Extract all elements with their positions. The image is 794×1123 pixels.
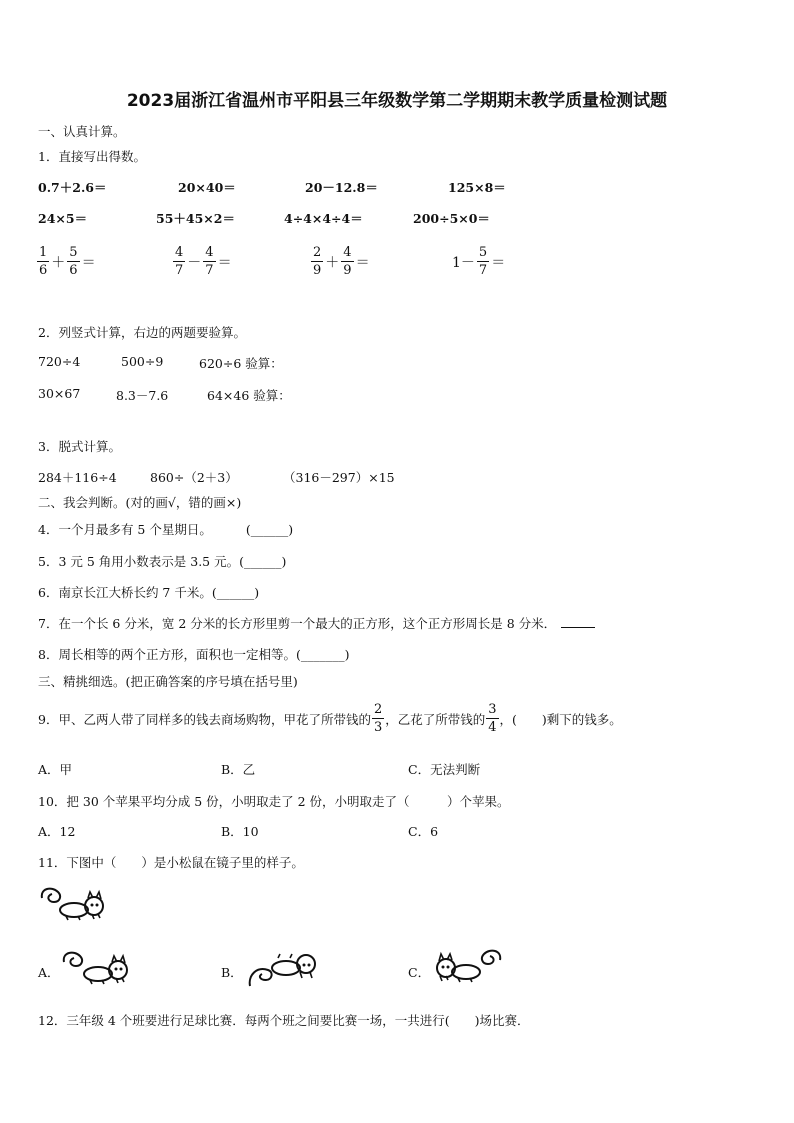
question-text: 9．甲、乙两人带了同样多的钱去商场购物，甲花了所带钱的 [38, 711, 371, 727]
q10-text: 10．把 30 个苹果平均分成 5 份，小明取走了 2 份，小明取走了（ ）个苹果。 [38, 794, 510, 809]
q2-item: 30×67 [38, 386, 81, 401]
operator: ＋ [51, 254, 66, 271]
section-1-heading: 一、认真计算。 [38, 124, 126, 139]
squirrel-reference-image [38, 884, 112, 924]
answer-blank[interactable]: (_______) [295, 647, 350, 662]
fraction-expression [310, 244, 371, 279]
fraction-numerator: 2 [373, 702, 383, 717]
q6-text [38, 583, 259, 601]
fraction-denominator: 6 [39, 263, 48, 278]
fraction-numerator: 3 [488, 702, 497, 717]
fraction-denominator: 6 [69, 263, 78, 278]
q3-item: 284＋116÷4 [38, 470, 117, 485]
q1-item: 20×40＝ [178, 180, 236, 195]
option-a[interactable]: A．甲 [38, 762, 73, 777]
q1-item: 55＋45×2＝ [156, 211, 235, 226]
fraction-denominator: 3 [373, 720, 383, 735]
q2-item: 720÷4 [38, 354, 81, 369]
operator: ＋ [325, 254, 340, 271]
fraction-denominator: 7 [205, 263, 214, 278]
fraction-numerator: 4 [175, 245, 184, 260]
q4-text [38, 520, 293, 538]
q2-item: 8.3－7.6 [116, 388, 169, 403]
fraction-denominator: 4 [488, 720, 497, 735]
answer-blank[interactable]: (______) [245, 522, 294, 537]
q11-text: 11．下图中（ ）是小松鼠在镜子里的样子。 [38, 855, 304, 870]
page-title: 2023届浙江省温州市平阳县三年级数学第二学期期末教学质量检测试题 [126, 91, 668, 111]
operator: 1－ [452, 254, 475, 271]
option-b[interactable]: B．10 [221, 824, 259, 839]
equals-sign: ＝ [491, 254, 506, 271]
fraction-expression [36, 244, 97, 279]
option-c[interactable]: C．无法判断 [408, 762, 481, 777]
q3-item: 860÷（2＋3） [150, 470, 238, 485]
squirrel-option-a-image[interactable] [60, 948, 136, 988]
q1-label: 1．直接写出得数。 [38, 149, 146, 164]
q8-text [38, 645, 349, 663]
option-b[interactable]: B． [221, 965, 243, 980]
q12-text: 12．三年级 4 个班要进行足球比赛．每两个班之间要比赛一场，一共进行( )场比赛． [38, 1013, 530, 1028]
option-a[interactable]: A． [38, 965, 60, 980]
fraction-denominator: 7 [175, 263, 184, 278]
q3-item: （316－297）×15 [283, 470, 395, 485]
fraction-denominator: 9 [343, 263, 352, 278]
fraction-numerator: 4 [205, 245, 214, 260]
q1-item: 125×8＝ [448, 180, 506, 195]
operator: － [187, 254, 202, 271]
fraction-denominator: 9 [313, 263, 322, 278]
fraction-denominator: 7 [478, 263, 488, 278]
answer-blank[interactable] [561, 627, 595, 628]
option-c[interactable]: C．6 [408, 824, 439, 839]
q1-item: 4÷4×4÷4＝ [284, 211, 363, 226]
section-3-heading: 三、精挑细选。(把正确答案的序号填在括号里) [38, 674, 298, 689]
q2-item: 64×46 验算： [207, 388, 291, 403]
q2-label: 2．列竖式计算，右边的两题要验算。 [38, 325, 246, 340]
fraction-numerator: 1 [39, 245, 48, 260]
question-text: 6．南京长江大桥长约 7 千米。 [38, 585, 212, 600]
section-2-heading: 二、我会判断。(对的画√，错的画×) [38, 495, 242, 510]
q3-label: 3．脱式计算。 [38, 439, 121, 454]
question-text: ，( )剩下的钱多。 [499, 711, 622, 727]
q9-text [38, 701, 622, 736]
fraction-expression [451, 244, 506, 279]
option-c[interactable]: C． [408, 965, 431, 980]
equals-sign: ＝ [217, 254, 232, 271]
q7-text [38, 614, 595, 632]
fraction-numerator: 5 [478, 245, 488, 260]
fraction-numerator: 4 [343, 245, 352, 260]
squirrel-option-b-image[interactable] [246, 950, 322, 990]
answer-blank[interactable]: (______) [211, 585, 260, 600]
squirrel-option-c-image[interactable] [428, 946, 504, 986]
question-text: 4．一个月最多有 5 个星期日。 [38, 522, 212, 537]
q5-text [38, 552, 286, 570]
option-a[interactable]: A．12 [38, 824, 76, 839]
question-text: 8．周长相等的两个正方形，面积也一定相等。 [38, 647, 296, 662]
q1-item: 0.7＋2.6＝ [38, 180, 107, 195]
equals-sign: ＝ [81, 254, 96, 271]
question-text: 5．3 元 5 角用小数表示是 3.5 元。 [38, 554, 240, 569]
answer-blank[interactable]: (______) [239, 554, 287, 569]
q2-item: 620÷6 验算： [199, 356, 283, 371]
q2-item: 500÷9 [121, 354, 164, 369]
q1-item: 200÷5×0＝ [413, 211, 490, 226]
equals-sign: ＝ [355, 254, 370, 271]
option-b[interactable]: B．乙 [221, 762, 256, 777]
q1-item: 20－12.8＝ [305, 180, 378, 195]
fraction-expression [172, 244, 233, 279]
question-text: 7．在一个长 6 分米，宽 2 分米的长方形里剪一个最大的正方形，这个正方形周长是 8 分米． [38, 616, 557, 631]
fraction-numerator: 5 [69, 245, 78, 260]
q1-item: 24×5＝ [38, 211, 88, 226]
fraction-numerator: 2 [313, 245, 322, 260]
question-text: ，乙花了所带钱的 [385, 711, 486, 727]
